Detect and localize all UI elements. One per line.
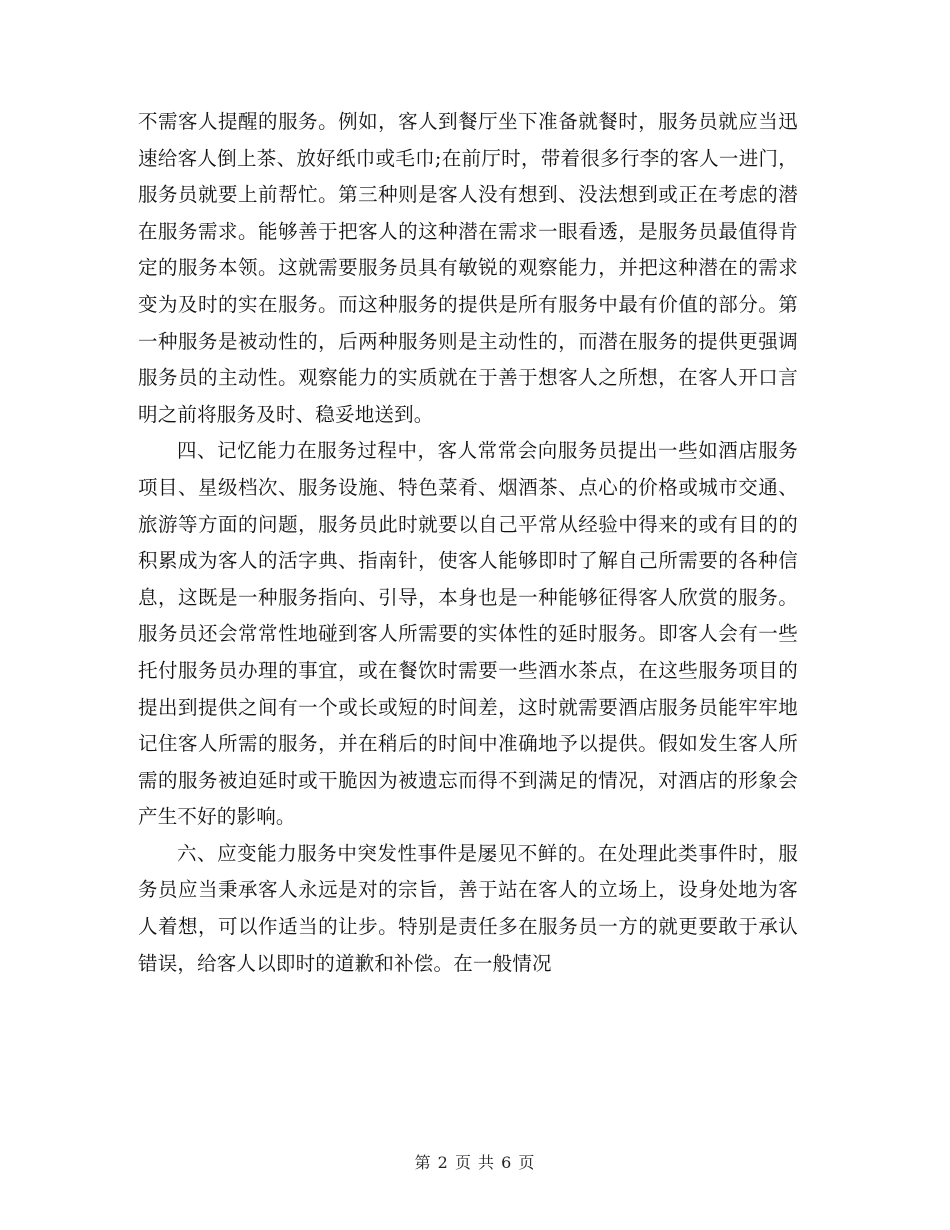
paragraph-continuation: 不需客人提醒的服务。例如，客人到餐厅坐下准备就餐时，服务员就应当迅速给客人倒上茶、放好纸巾或毛巾;在前厅时，带着很多行李的客人一进门，服务员就要上前帮忙。第三种则是客人没有想到、没法想到或正在考虑的潜在服务需求。能够善于把客人的这种潜在需求一眼看透，是服务员最值得肯定的服务本领。这就需要服务员具有敏锐的观察能力，并把这种潜在的需求变为及时的实在服务。而这种服务的提供是所有服务中最有价值的部分。第一种服务是被动性的，后两种服务则是主动性的，而潜在服务的提供更强调服务员的主动性。观察能力的实质就在于善于想客人之所想，在客人开口言明之前将服务及时、稳妥地送到。	[138, 110, 798, 426]
paragraph-adaptability: 六、应变能力服务中突发性事件是屡见不鲜的。在处理此类事件时，服务员应当秉承客人永远是对的宗旨，善于站在客人的立场上，设身处地为客人着想，可以作适当的让步。特别是责任多在服务员一方的就更要敢于承认错误，给客人以即时的道歉和补偿。在一般情况	[138, 841, 798, 975]
page-footer: 第 2 页 共 6 页	[414, 1153, 536, 1172]
body-text	[138, 104, 798, 982]
paragraph-memory-ability: 四、记忆能力在服务过程中，客人常常会向服务员提出一些如酒店服务项目、星级档次、服务设施、特色菜肴、烟酒茶、点心的价格或城市交通、旅游等方面的问题，服务员此时就要以自己平常从经验中得来的或有目的的积累成为客人的活字典、指南针，使客人能够即时了解自己所需要的各种信息，这既是一种服务指向、引导，本身也是一种能够征得客人欣赏的服务。服务员还会常常性地碰到客人所需要的实体性的延时服务。即客人会有一些托付服务员办理的事宜，或在餐饮时需要一些酒水茶点，在这些服务项目的提出到提供之间有一个或长或短的时间差，这时就需要酒店服务员能牢牢地记住客人所需的服务，并在稍后的时间中准确地予以提供。假如发生客人所需的服务被迫延时或干脆因为被遗忘而得不到满足的情况，对酒店的形象会产生不好的影响。	[138, 439, 798, 829]
